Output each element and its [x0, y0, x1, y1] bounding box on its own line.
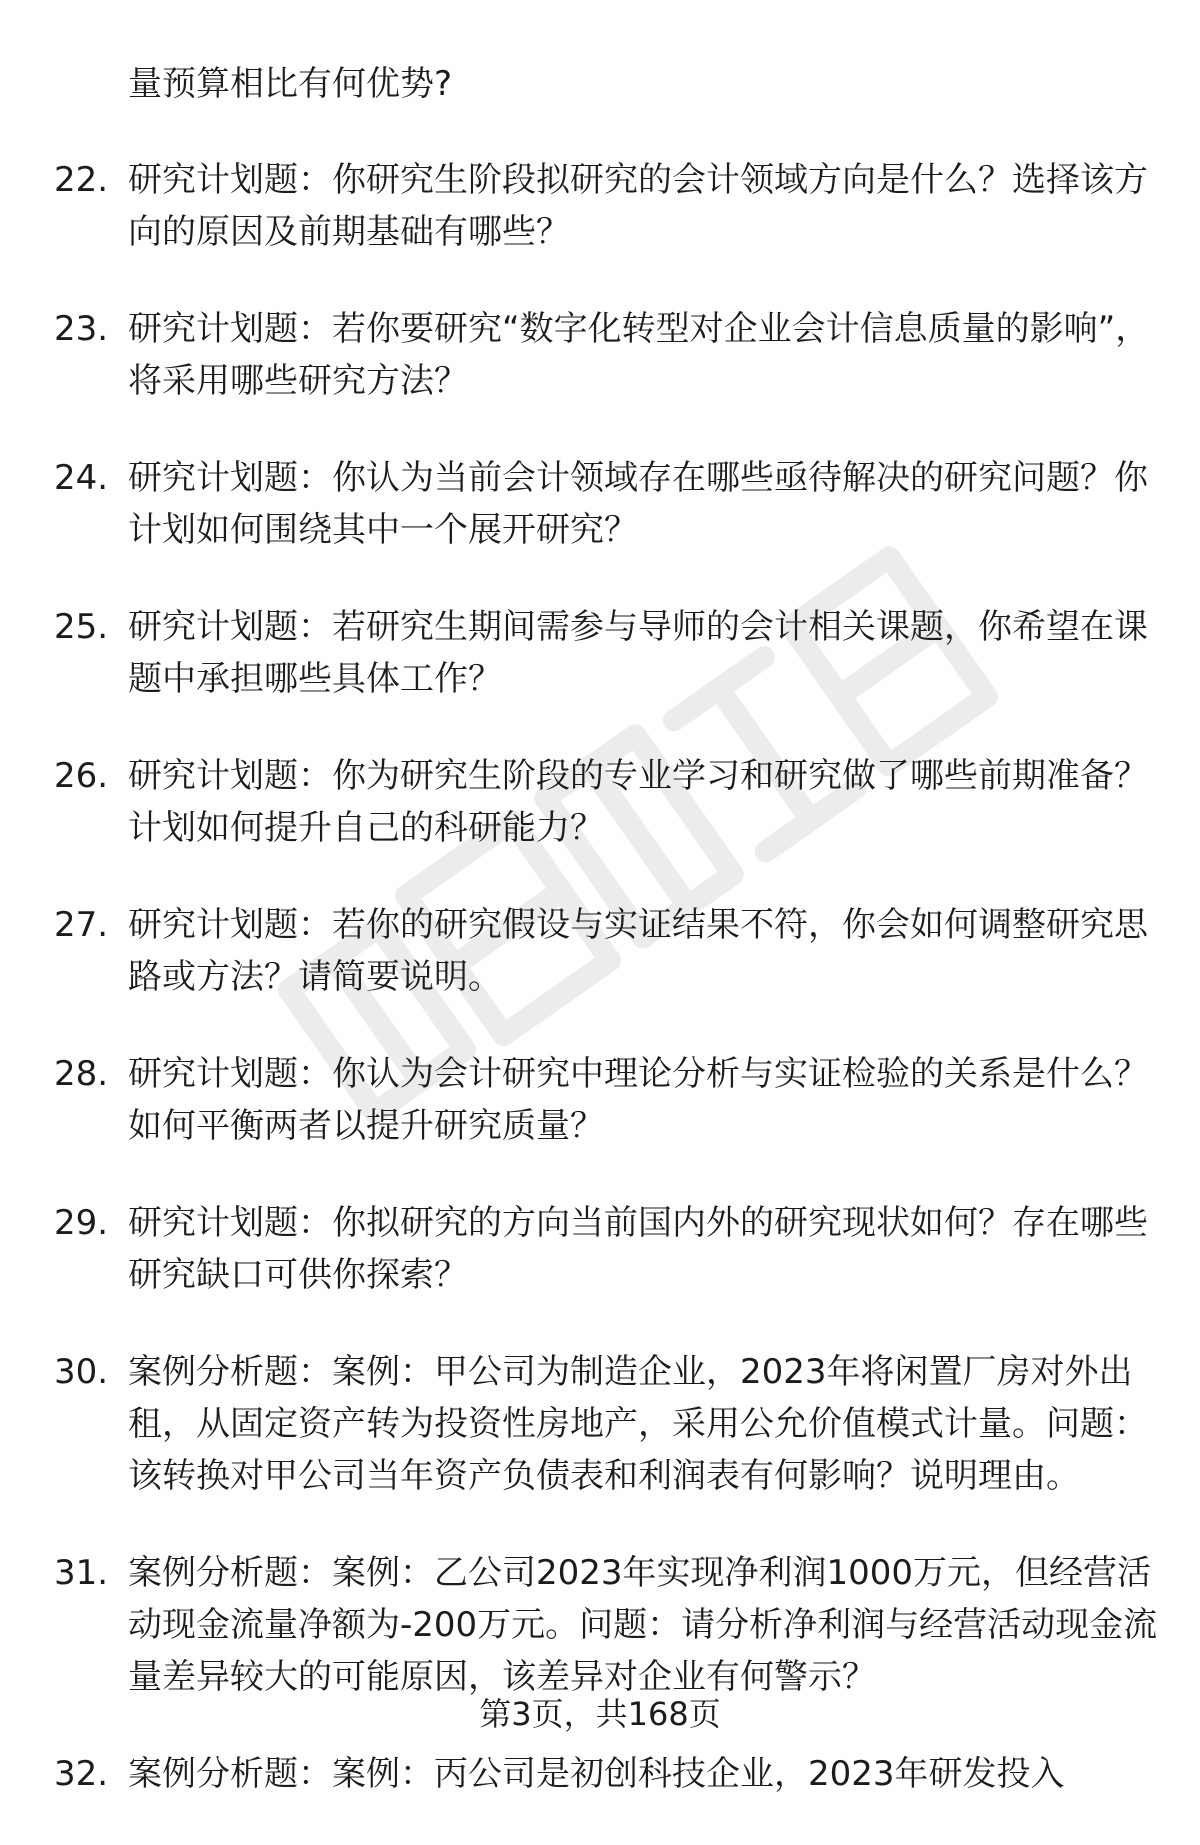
question-text: 案例分析题：案例：丙公司是初创科技企业，2023年研发投入 — [128, 1754, 1065, 1794]
question-number: 28. — [54, 1054, 109, 1094]
question-item — [0, 750, 1200, 854]
question-item — [0, 303, 1200, 407]
question-item — [0, 1547, 1200, 1703]
question-item — [0, 1048, 1200, 1152]
question-item — [0, 1346, 1200, 1502]
question-number: 23. — [54, 309, 109, 349]
question-item — [0, 899, 1200, 1003]
page-footer: 第3页，共168页 — [479, 1695, 721, 1733]
question-text: 研究计划题：你研究生阶段拟研究的会计领域方向是什么？选择该方向的原因及前期基础有哪些？ — [128, 160, 1148, 252]
question-text: 研究计划题：你认为会计研究中理论分析与实证检验的关系是什么？如何平衡两者以提升研究质量？ — [128, 1054, 1148, 1146]
question-text: 研究计划题：若研究生期间需参与导师的会计相关课题，你希望在课题中承担哪些具体工作？ — [128, 607, 1148, 699]
question-item — [0, 1197, 1200, 1301]
question-number: 25. — [54, 607, 109, 647]
document-body — [0, 58, 1200, 1845]
question-text: 案例分析题：案例：乙公司2023年实现净利润1000万元，但经营活动现金流量净额为-200万元。问题：请分析净利润与经营活动现金流量差异较大的可能原因，该差异对企业有何警示？ — [128, 1553, 1158, 1697]
question-number: 24. — [54, 458, 109, 498]
question-number: 29. — [54, 1203, 109, 1243]
question-number: 32. — [54, 1754, 109, 1794]
question-text: 案例分析题：案例：甲公司为制造企业，2023年将闲置厂房对外出租，从固定资产转为投资性房地产，采用公允价值模式计量。问题：该转换对甲公司当年资产负债表和利润表有何影响？说明理由。 — [128, 1352, 1148, 1496]
question-text: 研究计划题：你为研究生阶段的专业学习和研究做了哪些前期准备？计划如何提升自己的科研能力？ — [128, 756, 1148, 848]
lead-text: 量预算相比有何优势? — [128, 64, 453, 104]
question-item — [0, 1748, 1200, 1800]
question-text: 研究计划题：你拟研究的方向当前国内外的研究现状如何？存在哪些研究缺口可供你探索？ — [128, 1203, 1148, 1295]
question-number: 27. — [54, 905, 109, 945]
question-text: 研究计划题：若你的研究假设与实证结果不符，你会如何调整研究思路或方法？请简要说明。 — [128, 905, 1148, 997]
question-number: 22. — [54, 160, 109, 200]
question-text: 研究计划题：你认为当前会计领域存在哪些亟待解决的研究问题？你计划如何围绕其中一个展开研究？ — [128, 458, 1148, 550]
question-number: 31. — [54, 1553, 109, 1593]
question-item — [0, 601, 1200, 705]
question-item — [0, 452, 1200, 556]
question-item — [0, 154, 1200, 258]
question-number: 26. — [54, 756, 109, 796]
question-number: 30. — [54, 1352, 109, 1392]
question-text: 研究计划题：若你要研究“数字化转型对企业会计信息质量的影响”，将采用哪些研究方法？ — [128, 309, 1150, 401]
